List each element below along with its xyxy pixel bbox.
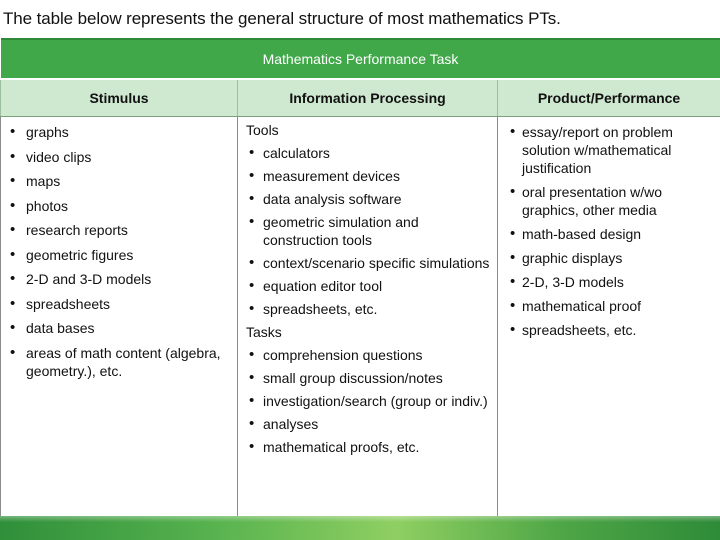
table-title: Mathematics Performance Task [1, 39, 720, 79]
footer-decorative-band [0, 516, 720, 540]
stimulus-item: • data bases [7, 319, 231, 337]
task-item: • small group discussion/notes [246, 369, 491, 387]
task-item: • analyses [246, 415, 491, 433]
product-item: • math-based design [507, 225, 714, 243]
tool-item: • context/scenario specific simulations [246, 254, 491, 272]
table-title-row [1, 39, 720, 79]
product-item: • oral presentation w/wo graphics, other media [507, 183, 714, 219]
stimulus-item: • geometric figures [7, 246, 231, 264]
tool-item: • spreadsheets, etc. [246, 300, 491, 318]
task-item: • comprehension questions [246, 346, 491, 364]
stimulus-item: • graphs [7, 123, 231, 141]
column-header-row [1, 79, 720, 117]
stimulus-item: • research reports [7, 221, 231, 239]
stimulus-item: • areas of math content (algebra, geometry.), etc. [7, 344, 231, 380]
column-header-stimulus: Stimulus [1, 79, 238, 117]
product-item: • graphic displays [507, 249, 714, 267]
tasks-list [246, 346, 491, 456]
product-item: • 2-D, 3-D models [507, 273, 714, 291]
stimulus-list [7, 123, 231, 380]
tasks-heading: Tasks [246, 324, 282, 340]
product-list [507, 123, 714, 339]
product-item: • spreadsheets, etc. [507, 321, 714, 339]
tool-item: • measurement devices [246, 167, 491, 185]
stimulus-item: • maps [7, 172, 231, 190]
tool-item: • data analysis software [246, 190, 491, 208]
column-header-product-performance: Product/Performance [498, 79, 720, 117]
task-item: • mathematical proofs, etc. [246, 438, 491, 456]
stimulus-item: • photos [7, 197, 231, 215]
information-processing-cell [238, 117, 498, 517]
stimulus-item: • video clips [7, 148, 231, 166]
product-item: • essay/report on problem solution w/mathematical justification [507, 123, 714, 177]
stimulus-cell [1, 117, 238, 517]
tools-heading: Tools [246, 122, 279, 138]
tools-list [246, 144, 491, 318]
performance-task-table [0, 38, 720, 516]
stimulus-item: • spreadsheets [7, 295, 231, 313]
tool-item: • equation editor tool [246, 277, 491, 295]
table-body-row [1, 117, 720, 517]
tool-item: • geometric simulation and construction tools [246, 213, 491, 249]
task-item: • investigation/search (group or indiv.) [246, 392, 491, 410]
product-performance-cell [498, 117, 720, 517]
column-header-information-processing: Information Processing [238, 79, 498, 117]
stimulus-item: • 2-D and 3-D models [7, 270, 231, 288]
intro-text: The table below represents the general structure of most mathematics PTs. [3, 9, 561, 28]
product-item: • mathematical proof [507, 297, 714, 315]
tool-item: • calculators [246, 144, 491, 162]
